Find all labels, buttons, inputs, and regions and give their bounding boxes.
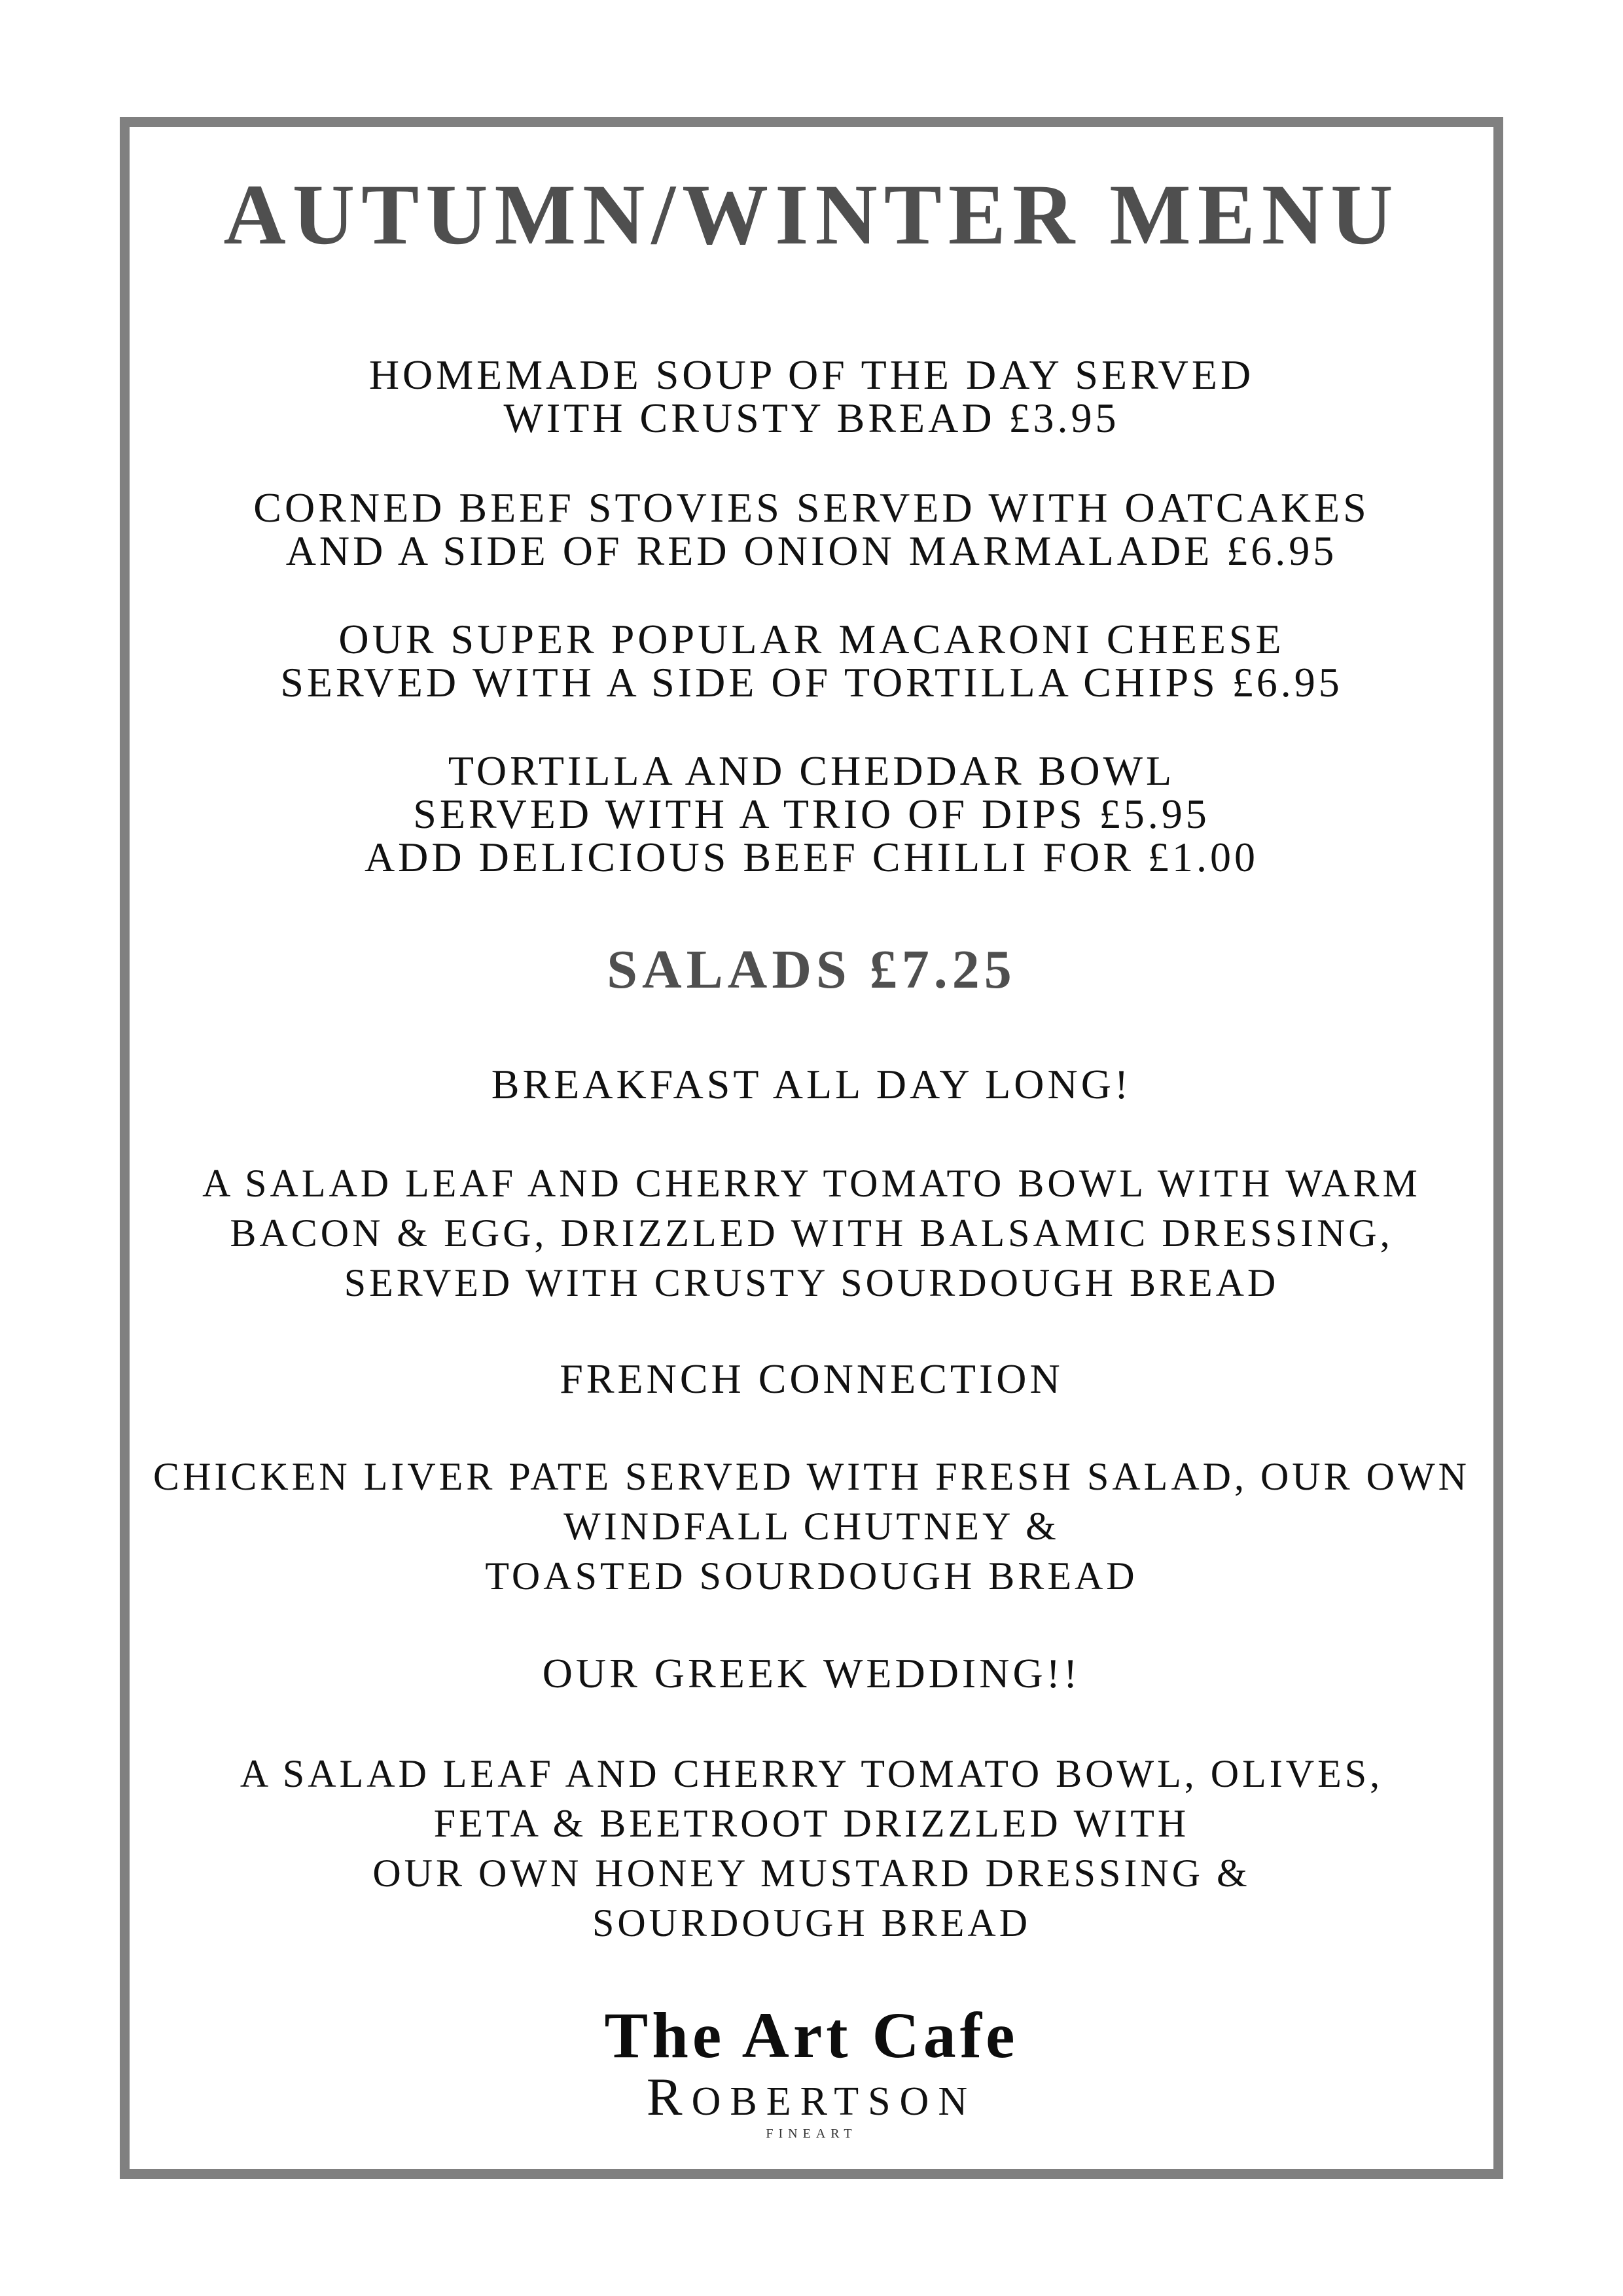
menu-item-macaroni <box>0 618 1623 704</box>
item-line: WITH CRUSTY BREAD £3.95 <box>503 395 1120 441</box>
item-line: OUR SUPER POPULAR MACARONI CHEESE <box>338 616 1285 662</box>
item-line: AND A SIDE OF RED ONION MARMALADE £6.95 <box>285 528 1338 574</box>
desc-line: CHICKEN LIVER PATE SERVED WITH FRESH SALAD, OUR OWN <box>153 1455 1470 1498</box>
fineart-label: FINEART <box>766 2126 857 2141</box>
salad-desc-breakfast <box>0 1158 1623 1308</box>
item-line: TORTILLA AND CHEDDAR BOWL <box>448 747 1175 794</box>
salad-desc-french <box>0 1452 1623 1601</box>
cafe-name: The Art Cafe <box>604 1999 1019 2072</box>
logo-rest: OBERTSON <box>691 2079 977 2124</box>
item-line: HOMEMADE SOUP OF THE DAY SERVED <box>368 351 1255 398</box>
desc-line: SERVED WITH CRUSTY SOURDOUGH BREAD <box>344 1261 1279 1304</box>
desc-line: A SALAD LEAF AND CHERRY TOMATO BOWL WITH WARM <box>202 1162 1421 1205</box>
desc-line: A SALAD LEAF AND CHERRY TOMATO BOWL, OLIVES, <box>240 1752 1383 1795</box>
menu-item-tortilla <box>0 749 1623 879</box>
menu-title: AUTUMN/WINTER MENU <box>223 166 1400 262</box>
salad-desc-greek <box>0 1749 1623 1948</box>
desc-line: OUR OWN HONEY MUSTARD DRESSING & <box>372 1852 1251 1895</box>
salad-name-breakfast: BREAKFAST ALL DAY LONG! <box>491 1061 1132 1107</box>
robertson-logo <box>0 2067 1623 2126</box>
salad-name-french: FRENCH CONNECTION <box>560 1355 1063 1402</box>
desc-line: FETA & BEETROOT DRIZZLED WITH <box>433 1802 1190 1845</box>
menu-item-stovies <box>0 486 1623 573</box>
item-line: ADD DELICIOUS BEEF CHILLI FOR £1.00 <box>364 834 1259 880</box>
menu-item-soup <box>0 353 1623 440</box>
desc-line: BACON & EGG, DRIZZLED WITH BALSAMIC DRESSING, <box>230 1211 1393 1255</box>
salads-heading: SALADS £7.25 <box>607 939 1016 1000</box>
item-line: SERVED WITH A SIDE OF TORTILLA CHIPS £6.95 <box>280 659 1343 706</box>
salad-name-greek: OUR GREEK WEDDING!! <box>542 1650 1081 1696</box>
item-line: SERVED WITH A TRIO OF DIPS £5.95 <box>413 791 1210 837</box>
item-line: CORNED BEEF STOVIES SERVED WITH OATCAKES <box>253 484 1370 531</box>
desc-line: SOURDOUGH BREAD <box>592 1901 1031 1945</box>
desc-line: TOASTED SOURDOUGH BREAD <box>485 1554 1138 1598</box>
desc-line: WINDFALL CHUTNEY & <box>563 1505 1060 1548</box>
logo-initial: R <box>646 2067 692 2126</box>
